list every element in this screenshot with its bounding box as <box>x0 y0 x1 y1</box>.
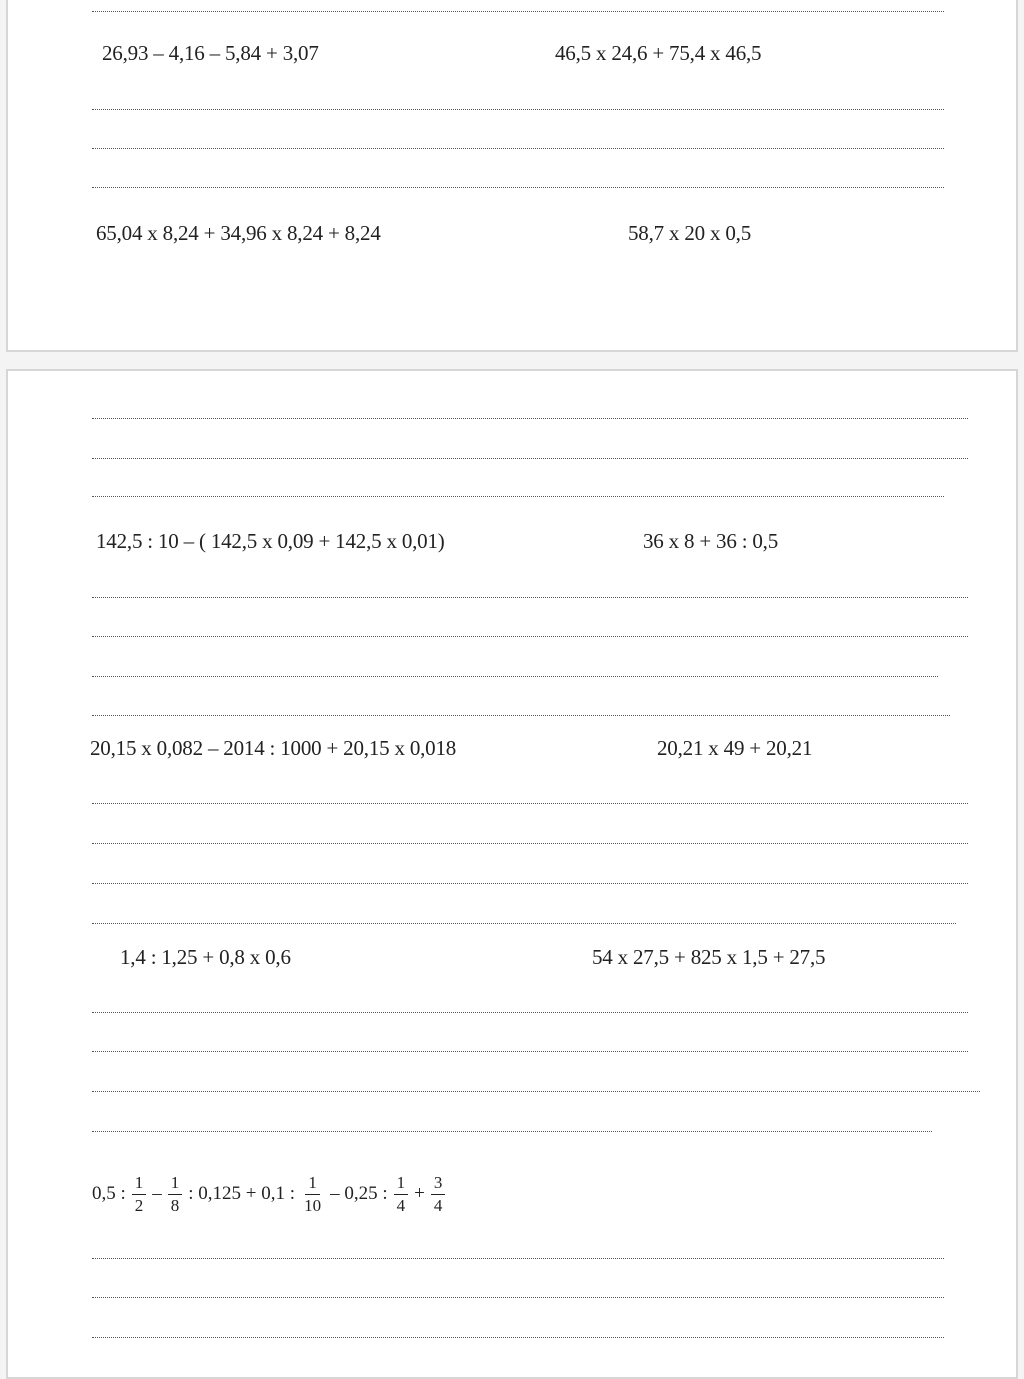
expr-term: – <box>152 1183 162 1204</box>
answer-line <box>92 676 938 677</box>
answer-line <box>92 1297 944 1298</box>
answer-line <box>92 1258 944 1259</box>
fraction <box>168 1172 183 1217</box>
math-expression: 1,4 : 1,25 + 0,8 x 0,6 <box>120 945 291 969</box>
fraction-denominator: 4 <box>433 1195 443 1215</box>
fraction-expression <box>92 1164 451 1224</box>
worksheet-card-bottom <box>6 369 1018 1379</box>
answer-line <box>92 496 944 497</box>
answer-line <box>92 109 944 110</box>
fraction-denominator: 2 <box>134 1195 144 1215</box>
answer-line <box>92 187 944 188</box>
fraction <box>132 1172 147 1217</box>
answer-line <box>92 803 968 804</box>
answer-line <box>92 148 944 149</box>
expr-term: 0,5 : <box>92 1183 126 1204</box>
answer-line <box>92 1012 968 1013</box>
fraction-denominator: 4 <box>396 1195 406 1215</box>
math-expression: 46,5 x 24,6 + 75,4 x 46,5 <box>555 41 762 65</box>
answer-line <box>92 1091 980 1092</box>
answer-line <box>92 458 968 459</box>
fraction <box>394 1172 409 1217</box>
fraction-numerator: 1 <box>305 1172 320 1195</box>
math-expression: 142,5 : 10 – ( 142,5 x 0,09 + 142,5 x 0,01) <box>96 529 445 553</box>
math-expression: 36 x 8 + 36 : 0,5 <box>643 529 779 553</box>
answer-line <box>92 883 968 884</box>
expr-term: : 0,125 + 0,1 : <box>188 1183 296 1204</box>
answer-line <box>92 418 968 419</box>
math-expression: 20,21 x 49 + 20,21 <box>657 736 813 760</box>
fraction-numerator: 1 <box>132 1172 147 1195</box>
answer-line <box>92 1051 968 1052</box>
math-expression: 65,04 x 8,24 + 34,96 x 8,24 + 8,24 <box>96 221 381 245</box>
answer-line <box>92 1337 944 1338</box>
answer-line <box>92 11 944 12</box>
fraction-numerator: 3 <box>431 1172 446 1195</box>
answer-line <box>92 636 968 637</box>
fraction-numerator: 1 <box>394 1172 409 1195</box>
expr-term: + <box>414 1183 425 1204</box>
answer-line <box>92 715 950 716</box>
answer-line <box>92 597 968 598</box>
fraction-denominator: 8 <box>170 1195 180 1215</box>
fraction-numerator: 1 <box>168 1172 183 1195</box>
answer-line <box>92 843 968 844</box>
fraction <box>431 1172 446 1217</box>
math-expression: 26,93 – 4,16 – 5,84 + 3,07 <box>102 41 319 65</box>
math-expression: 20,15 x 0,082 – 2014 : 1000 + 20,15 x 0,018 <box>90 736 457 760</box>
math-expression: 54 x 27,5 + 825 x 1,5 + 27,5 <box>592 945 826 969</box>
expr-term: – 0,25 : <box>330 1183 388 1204</box>
fraction-denominator: 10 <box>304 1195 322 1215</box>
fraction <box>301 1172 324 1217</box>
answer-line <box>92 923 956 924</box>
answer-line <box>92 1131 932 1132</box>
math-expression: 58,7 x 20 x 0,5 <box>628 221 752 245</box>
